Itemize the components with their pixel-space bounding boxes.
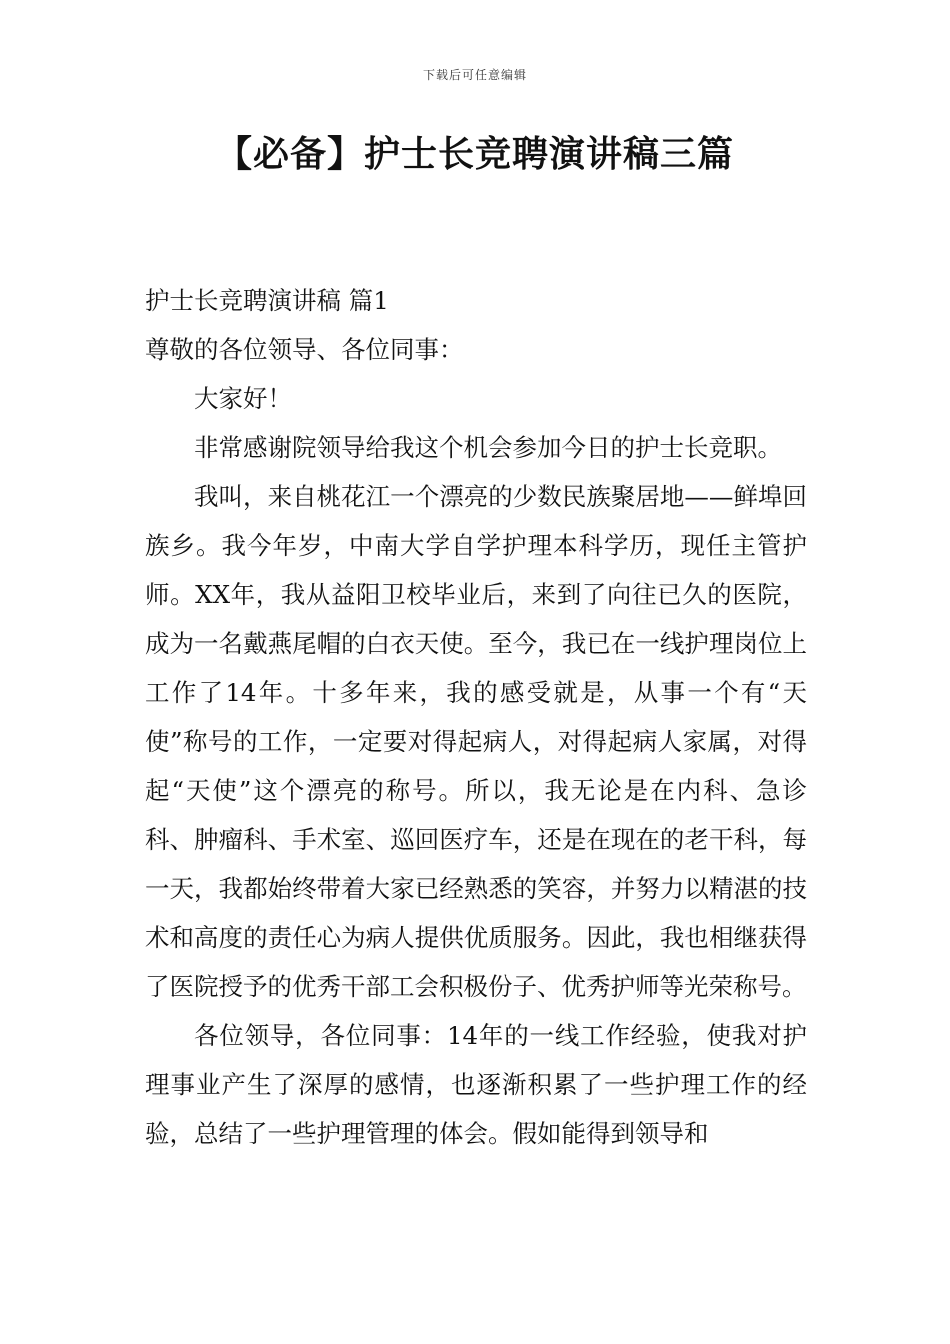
document-body bbox=[145, 276, 807, 1158]
header-note: 下载后可任意编辑 bbox=[422, 68, 527, 82]
greeting-paragraph: 大家好！ bbox=[194, 384, 292, 413]
document-title: 【必备】护士长竞聘演讲稿三篇 bbox=[215, 134, 734, 175]
thanks-paragraph: 非常感谢院领导给我这个机会参加今日的护士长竞职。 bbox=[194, 433, 782, 462]
experience-paragraph: 各位领导，各位同事：14年的一线工作经验，使我对护理事业产生了深厚的感情，也逐渐积累了一些护理工作的经验，总结了一些护理管理的体会。假如能得到领导和 bbox=[145, 1021, 807, 1148]
salutation: 尊敬的各位领导、各位同事： bbox=[145, 335, 464, 364]
section-heading: 护士长竞聘演讲稿 篇1 bbox=[145, 286, 389, 315]
introduction-paragraph: 我叫，来自桃花江一个漂亮的少数民族聚居地——鲜埠回族乡。我今年岁，中南大学自学护理本科学历，现任主管护师。XX年，我从益阳卫校毕业后，来到了向往已久的医院，成为一名戴燕尾帽的白衣天使。至今，我已在一线护理岗位上工作了14年。十多年来，我的感受就是，从事一个有“天使”称号的工作，一定要对得起病人，对得起病人家属，对得起“天使”这个漂亮的称号。所以，我无论是在内科、急诊科、肿瘤科、手术室、巡回医疗车，还是在现在的老干科，每一天，我都始终带着大家已经熟悉的笑容，并努力以精湛的技术和高度的责任心为病人提供优质服务。因此，我也相继获得了医院授予的优秀干部工会积极份子、优秀护师等光荣称号。 bbox=[145, 482, 807, 1001]
